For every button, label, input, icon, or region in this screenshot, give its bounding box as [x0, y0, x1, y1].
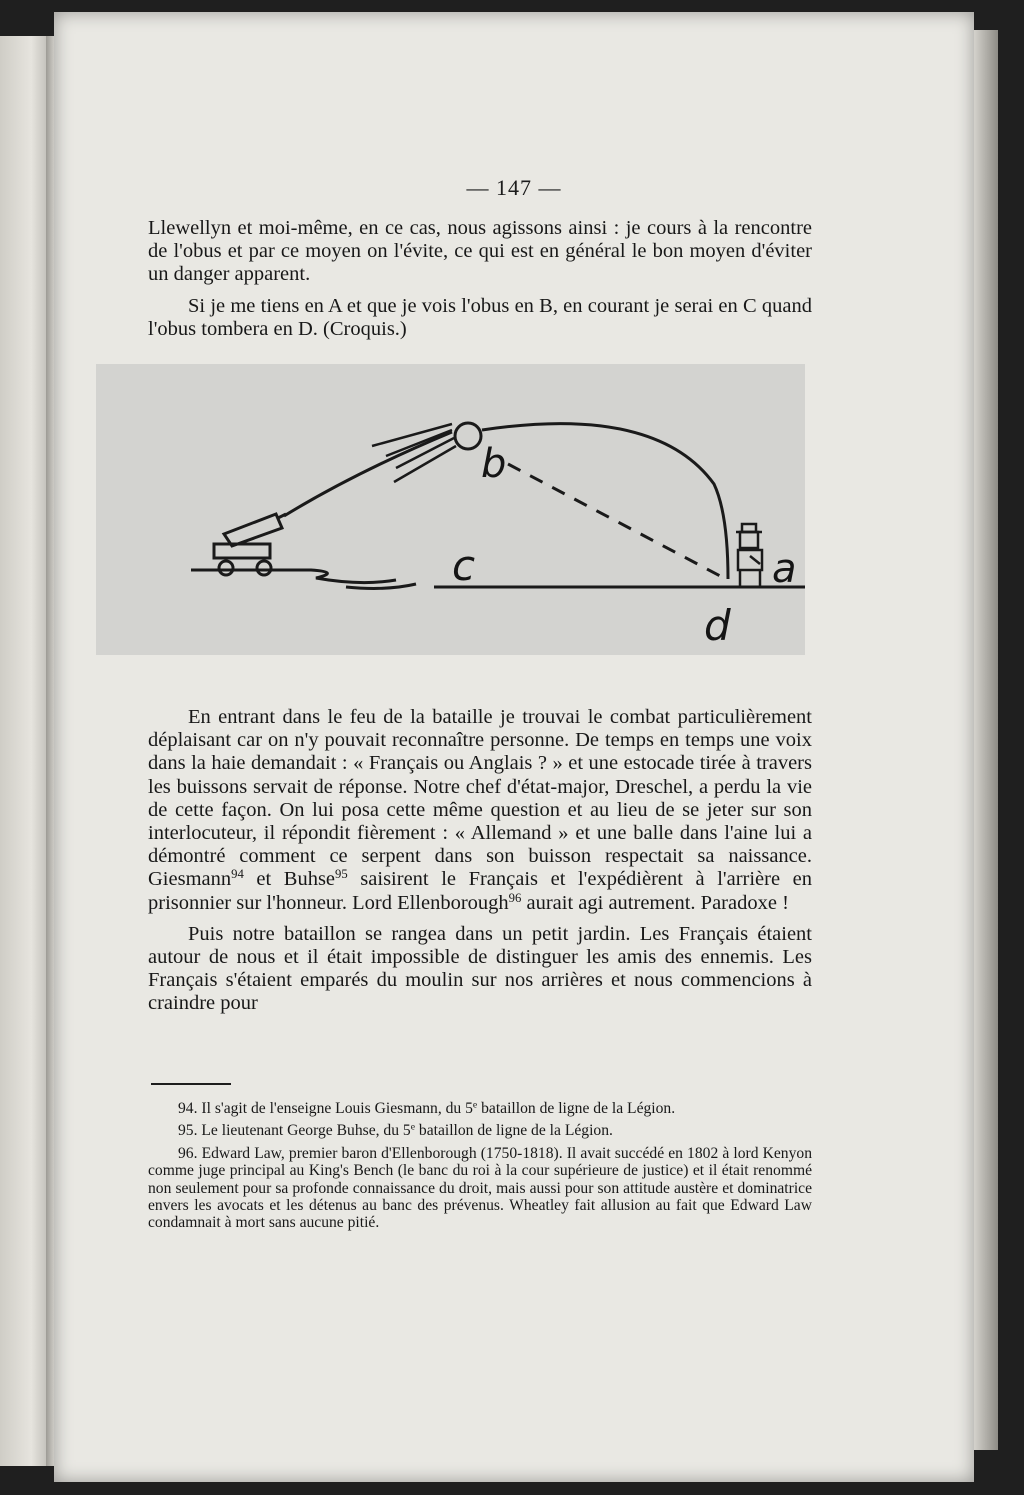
intro-text — [148, 217, 812, 341]
footnote-94 — [148, 1100, 812, 1117]
sketch-figure — [96, 364, 805, 655]
left-page-edge — [0, 36, 52, 1466]
body-text — [148, 706, 812, 1016]
page-stack-edge — [974, 30, 998, 1450]
dashed-path — [508, 464, 724, 578]
footnote-sup: e — [410, 1122, 415, 1134]
body-paragraph-2: Puis notre bataillon se rangea dans un petit jardin. Les Français étaient autour de nous et il était impossible de distinguer les amis des ennemis. Les Français s'étaient emparés du moulin sur nos arrières et nous commencions à craindre pour — [148, 922, 812, 1015]
shell-icon — [455, 423, 481, 449]
soldier-icon — [736, 524, 762, 586]
footnotes — [148, 1100, 812, 1237]
body-paragraph-1-part-1: En entrant dans le feu de la bataille je trouvai le combat particulièrement déplaisant car on n'y pouvait reconnaître personne. De temps en temps une voix dans la haie demandait : « Français ou Anglais ? » et une estocade tirée à travers les buissons servait de réponse. Notre chef d'état-major, Dreschel, a perdu la vie de cette façon. On lui posa cette même question et au lieu de se jeter sur son interlocuteur, il répondit fièrement : « Allemand » et une balle dans l'aine lui a démontré comment ce serpent dans son buisson respectait sa naissance. Giesmann — [148, 706, 812, 891]
ground-squiggle — [346, 584, 416, 588]
footnote-ref-96: 96 — [508, 890, 522, 905]
body-paragraph-1-part-4: aurait agi autrement. Paradoxe ! — [521, 891, 789, 914]
footnote-96 — [148, 1145, 812, 1232]
cannon-icon — [214, 514, 286, 575]
page-number: — 147 — — [466, 175, 562, 200]
label-b: b — [481, 441, 507, 487]
footnote-text: bataillon de ligne de la Légion. — [477, 1100, 676, 1117]
footnote-95 — [148, 1122, 812, 1139]
launch-trajectory — [284, 432, 452, 516]
footnote-text: 95. Le lieutenant George Buhse, du 5 — [178, 1122, 411, 1140]
sketch-drawing — [96, 364, 805, 655]
intro-paragraph-1: Llewellyn et moi-même, en ce cas, nous agissons ainsi : je cours à la rencontre de l'obus et par ce moyen on l'évite, ce qui est en général le bon moyen d'éviter un danger apparent. — [148, 217, 812, 286]
body-paragraph-1-part-3: saisirent le Français et l'expédièrent à l'arrière en prisonnier sur l'honneur. Lord Ellenborough — [148, 868, 812, 914]
footnote-text: bataillon de ligne de la Légion. — [415, 1122, 613, 1140]
footnote-text: 94. Il s'agit de l'enseigne Louis Giesmann, du 5 — [178, 1100, 473, 1117]
intro-paragraph-2: Si je me tiens en A et que je vois l'obus en B, en courant je serai en C quand l'obus tombera en D. (Croquis.) — [148, 294, 812, 340]
body-paragraph-1 — [148, 706, 812, 915]
footnote-separator — [151, 1083, 231, 1085]
label-d: d — [704, 601, 731, 650]
footnote-ref-94: 94 — [231, 867, 244, 882]
body-paragraph-1-part-2: et Buhse — [243, 868, 336, 891]
label-a: a — [772, 546, 797, 592]
footnote-ref-95: 95 — [335, 867, 348, 882]
label-c: c — [452, 541, 476, 590]
shell-streaks — [372, 424, 456, 482]
footnote-text: 96. Edward Law, premier baron d'Ellenborough (1750-1818). Il avait succédé en 1802 à lord Kenyon comme juge principal au King's Bench (le banc du roi à la cour supérieure de justice) et il était renommé non seulement pour sa profonde connaissance du droit, mais aussi pour son attitude austère et dominatrice envers les avocats et les détenus au banc des prévenus. Wheatley fait allusion au fait que Edward Law condamnait à mort sans aucune pitié. — [148, 1144, 812, 1232]
footnote-sup: e — [472, 1099, 478, 1111]
fall-trajectory — [482, 424, 728, 579]
